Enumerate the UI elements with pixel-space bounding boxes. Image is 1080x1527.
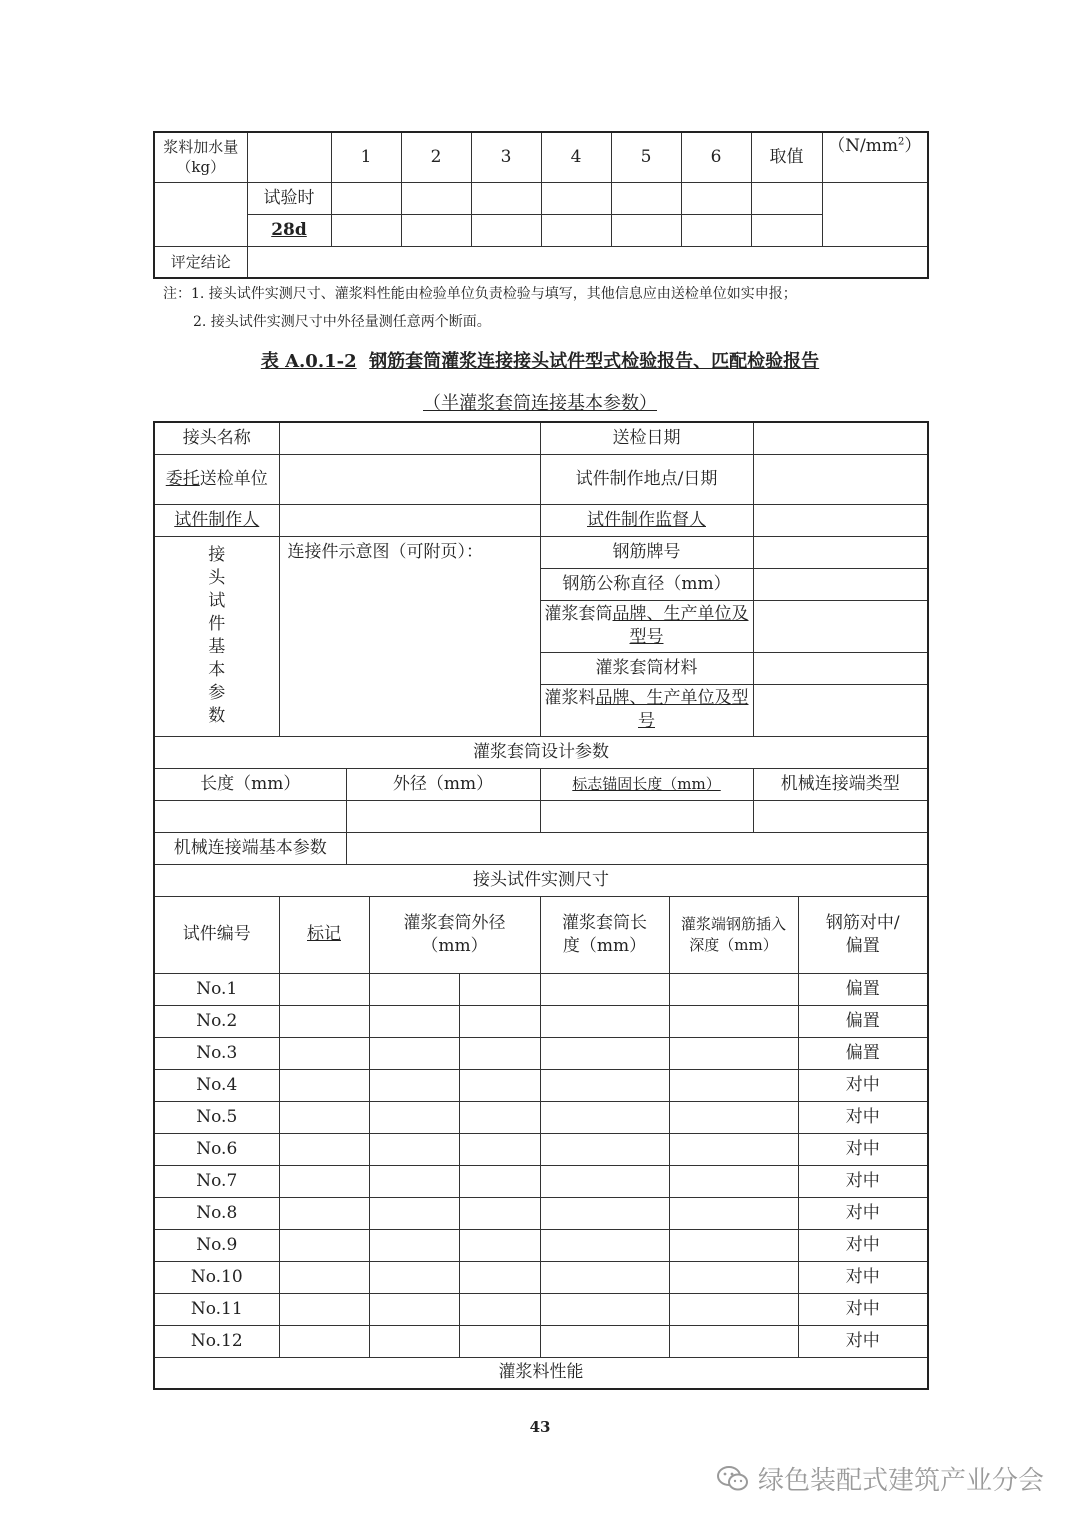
table-row — [154, 1261, 928, 1293]
specimen-no: No.3 — [154, 1037, 279, 1069]
table-row — [154, 1229, 928, 1261]
unit-sup: 2 — [897, 136, 905, 148]
specimen-no: No.7 — [154, 1165, 279, 1197]
diagram-area[interactable] — [279, 536, 540, 736]
mech-end-params-value[interactable] — [346, 832, 928, 864]
unit-prefix: （N/mm — [828, 136, 898, 156]
length-value[interactable] — [154, 800, 346, 832]
table-row — [154, 1133, 928, 1165]
length-header: 长度（mm） — [154, 768, 346, 800]
submitting-unit-label-a: 委托 — [165, 468, 200, 489]
col-2: 2 — [401, 132, 471, 182]
supervisor-label: 试件制作监督人 — [540, 504, 753, 536]
sleeve-len-cell[interactable] — [540, 1261, 669, 1293]
sleeve-len-cell[interactable] — [540, 1101, 669, 1133]
od-cell-1[interactable] — [369, 1037, 459, 1069]
sleeve-len-cell[interactable] — [540, 1325, 669, 1357]
mark-cell[interactable] — [279, 1293, 369, 1325]
day-label: 28d — [247, 214, 331, 246]
outer-diameter-value[interactable] — [346, 800, 540, 832]
table-row — [154, 1069, 928, 1101]
mark-cell[interactable] — [279, 1197, 369, 1229]
insert-depth-cell[interactable] — [669, 1197, 798, 1229]
cell[interactable] — [471, 214, 541, 246]
mech-end-params-label: 机械连接端基本参数 — [154, 832, 346, 864]
sleeve-len-header — [540, 896, 669, 973]
mark-cell[interactable] — [279, 973, 369, 1005]
od-cell-1[interactable] — [369, 1069, 459, 1101]
cell[interactable] — [681, 214, 751, 246]
col-3: 3 — [471, 132, 541, 182]
sleeve-len-cell[interactable] — [540, 973, 669, 1005]
table-row — [154, 1197, 928, 1229]
od-cell-1[interactable] — [369, 1229, 459, 1261]
od-cell-2[interactable] — [459, 1101, 540, 1133]
maker-value[interactable] — [279, 504, 540, 536]
sleeve-len-cell[interactable] — [540, 1197, 669, 1229]
outer-diameter-header: 外径（mm） — [346, 768, 540, 800]
table-subtitle-text: （半灌浆套筒连接基本参数） — [423, 393, 657, 414]
watermark-text: 绿色装配式建筑产业分会 — [757, 1466, 1044, 1496]
wechat-icon — [716, 1464, 750, 1494]
col-4: 4 — [541, 132, 611, 182]
diagram-label: 连接件示意图（可附页）： — [287, 541, 483, 562]
rebar-diameter-label: 钢筋公称直径（mm） — [540, 568, 753, 600]
anchor-length-header: 标志锚固长度（mm） — [540, 768, 753, 800]
rebar-brand-value[interactable] — [753, 536, 928, 568]
mech-end-type-value[interactable] — [753, 800, 928, 832]
rebar-align-cell: 对中 — [798, 1261, 928, 1293]
col-1: 1 — [331, 132, 401, 182]
mark-cell[interactable] — [279, 1261, 369, 1293]
sleeve-len-header-text: 灌浆套筒长度（mm） — [562, 912, 647, 956]
mark-cell[interactable] — [279, 1165, 369, 1197]
grout-strength-table — [153, 131, 929, 279]
rebar-align-cell: 对中 — [798, 1165, 928, 1197]
table-subtitle — [0, 389, 1080, 415]
specimen-no: No.4 — [154, 1069, 279, 1101]
cell[interactable] — [681, 182, 751, 214]
rebar-align-header — [798, 896, 928, 973]
grout-brand-label-a: 灌浆料 — [544, 688, 596, 709]
insert-depth-cell[interactable] — [669, 973, 798, 1005]
cell[interactable] — [331, 214, 401, 246]
insert-depth-cell[interactable] — [669, 1165, 798, 1197]
insert-depth-cell[interactable] — [669, 1325, 798, 1357]
cell[interactable] — [331, 182, 401, 214]
insert-depth-cell[interactable] — [669, 1229, 798, 1261]
cell[interactable] — [611, 182, 681, 214]
conclusion-label: 评定结论 — [154, 246, 247, 278]
sleeve-od-header-text: 灌浆套筒外径（mm） — [403, 912, 506, 956]
insert-depth-cell[interactable] — [669, 1133, 798, 1165]
insert-depth-cell[interactable] — [669, 1261, 798, 1293]
mark-cell[interactable] — [279, 1229, 369, 1261]
mark-cell[interactable] — [279, 1005, 369, 1037]
od-cell-2[interactable] — [459, 1133, 540, 1165]
cell[interactable] — [401, 214, 471, 246]
table-row — [154, 1101, 928, 1133]
rebar-align-cell: 对中 — [798, 1325, 928, 1357]
cell[interactable] — [541, 214, 611, 246]
value-header: 取值 — [751, 132, 822, 182]
rebar-brand-label: 钢筋牌号 — [540, 536, 753, 568]
rebar-align-header-text: 钢筋对中/偏置 — [825, 912, 900, 956]
page-number: 43 — [529, 1418, 551, 1436]
insert-depth-cell[interactable] — [669, 1293, 798, 1325]
sleeve-brand-label-b: 品牌、生产单位及型号 — [612, 604, 749, 647]
cell[interactable] — [471, 182, 541, 214]
specimen-no: No.12 — [154, 1325, 279, 1357]
sleeve-brand-value[interactable] — [753, 600, 928, 652]
rebar-align-cell: 对中 — [798, 1069, 928, 1101]
specimen-no: No.1 — [154, 973, 279, 1005]
mark-header: 标记 — [279, 896, 369, 973]
table-title-main: 钢筋套筒灌浆连接接头试件型式检验报告、匹配检验报告 — [369, 351, 820, 372]
submitting-unit-label-b: 送检单位 — [199, 468, 268, 489]
rebar-align-cell: 对中 — [798, 1133, 928, 1165]
sleeve-material-value[interactable] — [753, 652, 928, 684]
col-5: 5 — [611, 132, 681, 182]
table-row — [154, 1005, 928, 1037]
sleeve-len-cell[interactable] — [540, 1133, 669, 1165]
delivery-date-value[interactable] — [753, 422, 928, 454]
rebar-diameter-value[interactable] — [753, 568, 928, 600]
grout-brand-label-b: 品牌、生产单位及型号 — [595, 688, 749, 731]
specimen-no: No.11 — [154, 1293, 279, 1325]
specimen-no-header: 试件编号 — [154, 896, 279, 973]
od-cell-1[interactable] — [369, 1293, 459, 1325]
measured-dims-header: 接头试件实测尺寸 — [154, 864, 928, 896]
rebar-align-cell: 偏置 — [798, 1005, 928, 1037]
od-cell-2[interactable] — [459, 1229, 540, 1261]
sleeve-brand-label — [540, 600, 753, 652]
delivery-date-label: 送检日期 — [540, 422, 753, 454]
rebar-align-cell: 对中 — [798, 1101, 928, 1133]
specimen-no: No.9 — [154, 1229, 279, 1261]
table-row — [154, 1325, 928, 1357]
maker-label: 试件制作人 — [154, 504, 279, 536]
mark-cell[interactable] — [279, 1325, 369, 1357]
insert-depth-cell[interactable] — [669, 1005, 798, 1037]
rebar-align-cell: 偏置 — [798, 973, 928, 1005]
blank-cell — [154, 182, 247, 246]
sleeve-len-cell[interactable] — [540, 1229, 669, 1261]
od-cell-2[interactable] — [459, 1069, 540, 1101]
specimen-no: No.8 — [154, 1197, 279, 1229]
table-row — [154, 973, 928, 1005]
sleeve-brand-label-a: 灌浆套筒 — [544, 604, 613, 625]
od-cell-2[interactable] — [459, 1325, 540, 1357]
watermark — [716, 1460, 1044, 1497]
table-title-prefix: 表 A.0.1-2 — [260, 351, 357, 372]
sleeve-len-cell[interactable] — [540, 1069, 669, 1101]
od-cell-2[interactable] — [459, 1165, 540, 1197]
insert-depth-cell[interactable] — [669, 1101, 798, 1133]
mark-cell[interactable] — [279, 1037, 369, 1069]
od-cell-2[interactable] — [459, 1005, 540, 1037]
od-cell-2[interactable] — [459, 973, 540, 1005]
specimen-no: No.5 — [154, 1101, 279, 1133]
params-label — [154, 536, 279, 736]
specimen-rows — [154, 973, 928, 1357]
rebar-align-cell: 对中 — [798, 1197, 928, 1229]
od-cell-1[interactable] — [369, 973, 459, 1005]
specimen-no: No.10 — [154, 1261, 279, 1293]
sleeve-len-cell[interactable] — [540, 1037, 669, 1069]
grout-brand-value[interactable] — [753, 684, 928, 736]
sleeve-len-cell[interactable] — [540, 1165, 669, 1197]
supervisor-value[interactable] — [753, 504, 928, 536]
insert-depth-cell[interactable] — [669, 1037, 798, 1069]
insert-depth-header — [669, 896, 798, 973]
unit-value-cell[interactable] — [822, 182, 928, 246]
mark-cell[interactable] — [279, 1133, 369, 1165]
od-cell-2[interactable] — [459, 1037, 540, 1069]
sleeve-len-cell[interactable] — [540, 1293, 669, 1325]
mark-cell[interactable] — [279, 1101, 369, 1133]
od-cell-2[interactable] — [459, 1293, 540, 1325]
production-place-value[interactable] — [753, 454, 928, 504]
grout-brand-label — [540, 684, 753, 736]
water-amount-header: 浆料加水量（kg） — [154, 132, 247, 182]
od-cell-2[interactable] — [459, 1261, 540, 1293]
cell[interactable] — [401, 182, 471, 214]
note-2: 2. 接头试件实测尺寸中外径量测任意两个断面。 — [193, 314, 491, 330]
cell[interactable] — [751, 182, 822, 214]
od-cell-1[interactable] — [369, 1261, 459, 1293]
rebar-align-cell: 偏置 — [798, 1037, 928, 1069]
cell[interactable] — [611, 214, 681, 246]
sleeve-design-params-header: 灌浆套筒设计参数 — [154, 736, 928, 768]
col-6: 6 — [681, 132, 751, 182]
test-time-label: 试验时 — [247, 182, 331, 214]
rebar-align-cell: 对中 — [798, 1229, 928, 1261]
od-cell-2[interactable] — [459, 1197, 540, 1229]
note-1: 注：1. 接头试件实测尺寸、灌浆料性能由检验单位负责检验与填写，其他信息应由送检单位如实申报； — [163, 286, 797, 302]
cell[interactable] — [751, 214, 822, 246]
table-row — [154, 1165, 928, 1197]
table-title — [0, 347, 1080, 373]
od-cell-1[interactable] — [369, 1101, 459, 1133]
unit-suffix: ） — [904, 136, 922, 156]
grout-performance-header: 灌浆料性能 — [154, 1357, 928, 1389]
cell[interactable] — [541, 182, 611, 214]
rebar-align-cell: 对中 — [798, 1293, 928, 1325]
mech-end-type-header: 机械连接端类型 — [753, 768, 928, 800]
production-place-label: 试件制作地点/日期 — [540, 454, 753, 504]
joint-name-value[interactable] — [279, 422, 540, 454]
sleeve-od-header — [369, 896, 540, 973]
unit-header — [822, 132, 928, 182]
submitting-unit-label — [154, 454, 279, 504]
od-cell-1[interactable] — [369, 1325, 459, 1357]
conclusion-value[interactable] — [247, 246, 928, 278]
joint-name-label: 接头名称 — [154, 422, 279, 454]
basic-params-table — [153, 421, 929, 1390]
mark-cell[interactable] — [279, 1069, 369, 1101]
sleeve-len-cell[interactable] — [540, 1005, 669, 1037]
table-row — [154, 1293, 928, 1325]
specimen-no: No.6 — [154, 1133, 279, 1165]
od-cell-1[interactable] — [369, 1197, 459, 1229]
insert-depth-header-text: 灌浆端钢筋插入深度（mm） — [681, 915, 787, 954]
insert-depth-cell[interactable] — [669, 1069, 798, 1101]
params-label-text: 接头试件基本参数 — [208, 545, 226, 726]
sleeve-material-label: 灌浆套筒材料 — [540, 652, 753, 684]
specimen-no: No.2 — [154, 1005, 279, 1037]
od-cell-1[interactable] — [369, 1165, 459, 1197]
anchor-length-value[interactable] — [540, 800, 753, 832]
od-cell-1[interactable] — [369, 1005, 459, 1037]
od-cell-1[interactable] — [369, 1133, 459, 1165]
table-row — [154, 1037, 928, 1069]
blank-cell[interactable] — [247, 132, 331, 182]
submitting-unit-value[interactable] — [279, 454, 540, 504]
